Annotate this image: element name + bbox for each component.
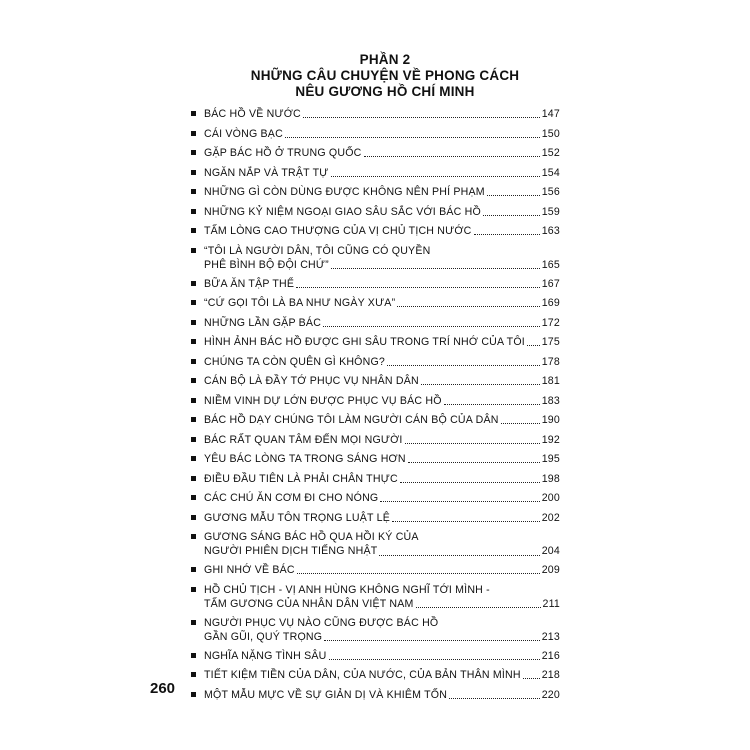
dot-leader bbox=[296, 287, 540, 288]
dot-leader bbox=[324, 640, 540, 641]
section-title-line-2: NÊU GƯƠNG HỒ CHÍ MINH bbox=[295, 84, 475, 99]
toc-entry bbox=[188, 452, 560, 472]
section-header bbox=[180, 52, 590, 100]
dot-leader bbox=[397, 306, 539, 307]
toc-entry bbox=[188, 107, 560, 127]
toc-entry bbox=[188, 224, 560, 244]
toc-entry-page: 213 bbox=[541, 630, 560, 643]
dot-leader bbox=[416, 607, 541, 608]
toc-entry bbox=[188, 146, 560, 166]
toc-entry bbox=[188, 166, 560, 186]
dot-leader bbox=[483, 215, 540, 216]
toc-entry-page: 165 bbox=[541, 258, 560, 271]
toc-entry bbox=[188, 688, 560, 708]
toc-entry-title: TẤM GƯƠNG CỦA NHÂN DÂN VIỆT NAM bbox=[204, 597, 414, 610]
toc-entry-page: 169 bbox=[541, 297, 560, 309]
dot-leader bbox=[487, 195, 540, 196]
toc-entry bbox=[188, 413, 560, 433]
toc-entry-page: 156 bbox=[541, 186, 560, 198]
toc-entry-page: 167 bbox=[541, 277, 560, 290]
part-label: PHẦN 2 bbox=[359, 52, 411, 67]
toc-entry-title: HÌNH ẢNH BÁC HỒ ĐƯỢC GHI SÂU TRONG TRÍ NHỚ CỦA TÔI bbox=[204, 336, 525, 348]
toc-entry-title: MỘT MẪU MỰC VỀ SỰ GIẢN DỊ VÀ KHIÊM TỐN bbox=[204, 688, 448, 701]
toc-entry bbox=[188, 491, 560, 511]
bullet-icon bbox=[191, 228, 196, 233]
toc-entry-title: NGHĨA NẶNG TÌNH SÂU bbox=[204, 649, 327, 662]
toc-entry-title: YÊU BÁC LÒNG TA TRONG SÁNG HƠN bbox=[204, 453, 406, 465]
toc-entry bbox=[188, 316, 560, 336]
bullet-icon bbox=[191, 672, 196, 677]
toc-entry-title: GHI NHỚ VỀ BÁC bbox=[204, 564, 295, 576]
toc-entry bbox=[188, 205, 560, 225]
toc-entry-title: BÁC HỒ DẠY CHÚNG TÔI LÀM NGƯỜI CÁN BỘ CỦA DÂN bbox=[204, 414, 499, 426]
toc-entry-title: BÁC RẤT QUAN TÂM ĐẾN MỌI NGƯỜI bbox=[204, 433, 403, 446]
bullet-icon bbox=[191, 378, 196, 383]
toc-entry-title: BÁC HỒ VỀ NƯỚC bbox=[204, 108, 301, 120]
toc-entry-page: 183 bbox=[541, 394, 560, 407]
toc-entry-title: CHÚNG TA CÒN QUÊN GÌ KHÔNG? bbox=[204, 355, 386, 368]
dot-leader bbox=[421, 384, 540, 385]
bullet-icon bbox=[191, 534, 196, 539]
toc-entry-title: CÁC CHÚ ĂN CƠM ĐI CHO NÓNG bbox=[204, 492, 379, 504]
bullet-icon bbox=[191, 437, 196, 442]
dot-leader bbox=[527, 345, 540, 346]
toc-entry bbox=[188, 511, 560, 531]
toc-entry bbox=[188, 583, 560, 616]
dot-leader bbox=[323, 326, 540, 327]
toc-entry-title: GẶP BÁC HỒ Ở TRUNG QUỐC bbox=[204, 147, 362, 159]
dot-leader bbox=[523, 678, 540, 679]
dot-leader bbox=[331, 268, 540, 269]
bullet-icon bbox=[191, 653, 196, 658]
toc-entry-page: 154 bbox=[541, 166, 560, 179]
bullet-icon bbox=[191, 300, 196, 305]
toc-entry-page: 204 bbox=[541, 545, 560, 558]
dot-leader bbox=[405, 443, 540, 444]
toc-entry-title: CÁI VÒNG BẠC bbox=[204, 127, 283, 140]
toc-entry-page: 198 bbox=[541, 472, 560, 485]
toc-entry bbox=[188, 472, 560, 492]
toc-entry bbox=[188, 616, 560, 649]
table-of-contents bbox=[188, 107, 560, 707]
page-number: 260 bbox=[150, 680, 176, 697]
dot-leader bbox=[501, 423, 540, 424]
toc-entry bbox=[188, 649, 560, 669]
toc-entry-page: 202 bbox=[541, 511, 560, 524]
toc-entry-title: TẤM LÒNG CAO THƯỢNG CỦA VỊ CHỦ TỊCH NƯỚC bbox=[204, 225, 472, 237]
toc-entry-page: 220 bbox=[541, 688, 560, 701]
bullet-icon bbox=[191, 587, 196, 592]
bullet-icon bbox=[191, 209, 196, 214]
toc-entry-page: 163 bbox=[541, 225, 560, 237]
bullet-icon bbox=[191, 417, 196, 422]
toc-entry bbox=[188, 335, 560, 355]
dot-leader bbox=[285, 137, 540, 138]
toc-entry bbox=[188, 563, 560, 583]
bullet-icon bbox=[191, 456, 196, 461]
toc-entry-title: PHÊ BÌNH BỘ ĐỘI CHỨ” bbox=[204, 258, 329, 271]
toc-entry-page: 195 bbox=[541, 453, 560, 465]
toc-entry-page: 172 bbox=[541, 316, 560, 329]
toc-entry-page: 152 bbox=[541, 147, 560, 159]
toc-entry bbox=[188, 127, 560, 147]
toc-entry-page: 175 bbox=[541, 336, 560, 348]
toc-entry-page: 190 bbox=[541, 414, 560, 426]
toc-entry-page: 200 bbox=[541, 492, 560, 504]
bullet-icon bbox=[191, 189, 196, 194]
toc-entry-title: GƯƠNG MẪU TÔN TRỌNG LUẬT LỆ bbox=[204, 511, 390, 524]
toc-entry bbox=[188, 296, 560, 316]
toc-entry-title: “CỨ GỌI TÔI LÀ BA NHƯ NGÀY XƯA” bbox=[204, 297, 396, 309]
dot-leader bbox=[297, 573, 540, 574]
bullet-icon bbox=[191, 398, 196, 403]
section-title-line-1: NHỮNG CÂU CHUYỆN VỀ PHONG CÁCH bbox=[250, 68, 520, 83]
bullet-icon bbox=[191, 515, 196, 520]
toc-entry-title: ĐIỀU ĐẦU TIÊN LÀ PHẢI CHÂN THỰC bbox=[204, 472, 398, 485]
bullet-icon bbox=[191, 339, 196, 344]
bullet-icon bbox=[191, 567, 196, 572]
dot-leader bbox=[449, 698, 540, 699]
toc-entry bbox=[188, 668, 560, 688]
bullet-icon bbox=[191, 495, 196, 500]
bullet-icon bbox=[191, 281, 196, 286]
toc-entry-page: 150 bbox=[541, 127, 560, 140]
toc-entry-title-line: “TÔI LÀ NGƯỜI DÂN, TÔI CŨNG CÓ QUYỀN bbox=[204, 244, 431, 257]
bullet-icon bbox=[191, 248, 196, 253]
toc-entry-page: 147 bbox=[541, 108, 560, 120]
toc-entry-page: 216 bbox=[541, 649, 560, 662]
toc-entry bbox=[188, 530, 560, 563]
bullet-icon bbox=[191, 476, 196, 481]
toc-entry-title-line: HỒ CHỦ TỊCH - VỊ ANH HÙNG KHÔNG NGHĨ TỚI MÌNH - bbox=[204, 583, 490, 596]
toc-entry-title-line: NGƯỜI PHỤC VỤ NÀO CŨNG ĐƯỢC BÁC HỒ bbox=[204, 616, 439, 629]
toc-entry bbox=[188, 394, 560, 414]
toc-entry-title: BỮA ĂN TẬP THỂ bbox=[204, 277, 295, 290]
bullet-icon bbox=[191, 170, 196, 175]
dot-leader bbox=[444, 404, 540, 405]
bullet-icon bbox=[191, 692, 196, 697]
toc-entry-title: NHỮNG LẦN GẶP BÁC bbox=[204, 316, 322, 329]
toc-entry-page: 159 bbox=[541, 205, 560, 218]
toc-entry-page: 192 bbox=[541, 433, 560, 446]
toc-entry bbox=[188, 244, 560, 277]
toc-entry-title: GẦN GŨI, QUÝ TRỌNG bbox=[204, 630, 323, 643]
toc-entry bbox=[188, 374, 560, 394]
dot-leader bbox=[303, 117, 540, 118]
dot-leader bbox=[474, 234, 540, 235]
dot-leader bbox=[400, 482, 540, 483]
dot-leader bbox=[392, 521, 540, 522]
toc-entry-title: NIỀM VINH DỰ LỚN ĐƯỢC PHỤC VỤ BÁC HỒ bbox=[204, 394, 442, 407]
toc-entry-page: 209 bbox=[541, 564, 560, 576]
bullet-icon bbox=[191, 620, 196, 625]
bullet-icon bbox=[191, 320, 196, 325]
toc-entry bbox=[188, 277, 560, 297]
dot-leader bbox=[408, 462, 540, 463]
toc-entry bbox=[188, 355, 560, 375]
toc-entry-title: NGƯỜI PHIÊN DỊCH TIẾNG NHẬT bbox=[204, 545, 378, 558]
toc-entry-title: NHỮNG KỶ NIỆM NGOẠI GIAO SÂU SẮC VỚI BÁC HỒ bbox=[204, 205, 481, 218]
toc-entry bbox=[188, 433, 560, 453]
toc-entry-page: 211 bbox=[542, 597, 560, 610]
dot-leader bbox=[379, 555, 539, 556]
bullet-icon bbox=[191, 111, 196, 116]
toc-entry-title: CÁN BỘ LÀ ĐẦY TỚ PHỤC VỤ NHÂN DÂN bbox=[204, 375, 419, 387]
toc-entry-title: NHỮNG GÌ CÒN DÙNG ĐƯỢC KHÔNG NÊN PHÍ PHẠM bbox=[204, 186, 485, 198]
toc-entry bbox=[188, 185, 560, 205]
toc-entry-page: 178 bbox=[541, 355, 560, 368]
dot-leader bbox=[331, 176, 540, 177]
toc-entry-title: TIẾT KIỆM TIỀN CỦA DÂN, CỦA NƯỚC, CỦA BẢN THÂN MÌNH bbox=[204, 669, 521, 681]
toc-entry-page: 218 bbox=[541, 669, 560, 681]
toc-entry-title: NGĂN NẮP VÀ TRẬT TỰ bbox=[204, 166, 329, 179]
dot-leader bbox=[387, 365, 540, 366]
bullet-icon bbox=[191, 150, 196, 155]
dot-leader bbox=[380, 501, 539, 502]
toc-entry-page: 181 bbox=[541, 375, 560, 387]
bullet-icon bbox=[191, 359, 196, 364]
dot-leader bbox=[329, 659, 540, 660]
toc-entry-title-line: GƯƠNG SÁNG BÁC HỒ QUA HỒI KÝ CỦA bbox=[204, 531, 419, 543]
dot-leader bbox=[364, 156, 540, 157]
bullet-icon bbox=[191, 131, 196, 136]
